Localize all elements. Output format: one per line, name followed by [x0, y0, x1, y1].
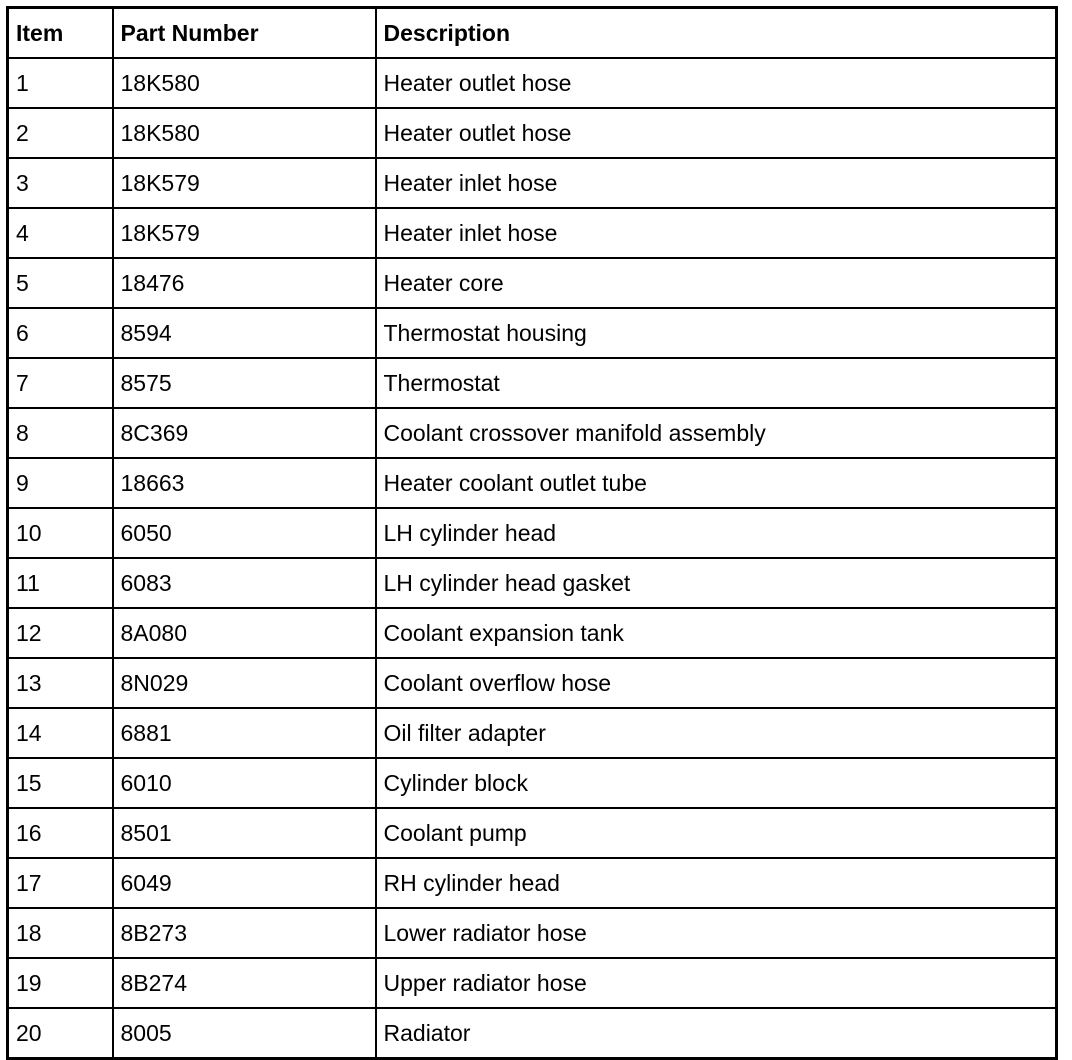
- cell-description: Cylinder block: [376, 758, 1057, 808]
- table-row: [8, 108, 1057, 158]
- cell-item: 2: [8, 108, 113, 158]
- cell-item: 15: [8, 758, 113, 808]
- cell-item: 1: [8, 58, 113, 108]
- cell-item: 11: [8, 558, 113, 608]
- table-row: [8, 608, 1057, 658]
- table-row: [8, 758, 1057, 808]
- cell-description: Radiator: [376, 1008, 1057, 1059]
- cell-description: Oil filter adapter: [376, 708, 1057, 758]
- cell-item: 3: [8, 158, 113, 208]
- cell-item: 5: [8, 258, 113, 308]
- cell-part-number: 8B274: [113, 958, 376, 1008]
- table-row: [8, 1008, 1057, 1059]
- cell-description: Heater inlet hose: [376, 208, 1057, 258]
- parts-table: [6, 6, 1058, 1060]
- table-row: [8, 958, 1057, 1008]
- header-row: [8, 8, 1057, 59]
- table-row: [8, 858, 1057, 908]
- header-description: Description: [376, 8, 1057, 59]
- cell-description: Heater coolant outlet tube: [376, 458, 1057, 508]
- cell-part-number: 18K579: [113, 158, 376, 208]
- cell-description: Heater core: [376, 258, 1057, 308]
- cell-description: Coolant expansion tank: [376, 608, 1057, 658]
- cell-item: 13: [8, 658, 113, 708]
- header-item: Item: [8, 8, 113, 59]
- cell-part-number: 18K580: [113, 108, 376, 158]
- cell-item: 18: [8, 908, 113, 958]
- cell-item: 19: [8, 958, 113, 1008]
- cell-part-number: 18K580: [113, 58, 376, 108]
- table-row: [8, 658, 1057, 708]
- cell-part-number: 8N029: [113, 658, 376, 708]
- table-row: [8, 408, 1057, 458]
- cell-description: Heater outlet hose: [376, 108, 1057, 158]
- cell-description: Coolant crossover manifold assembly: [376, 408, 1057, 458]
- cell-item: 9: [8, 458, 113, 508]
- cell-part-number: 18476: [113, 258, 376, 308]
- table-row: [8, 58, 1057, 108]
- table-row: [8, 258, 1057, 308]
- cell-item: 4: [8, 208, 113, 258]
- cell-description: Heater outlet hose: [376, 58, 1057, 108]
- cell-item: 8: [8, 408, 113, 458]
- cell-item: 16: [8, 808, 113, 858]
- table-body: [8, 58, 1057, 1059]
- table-row: [8, 358, 1057, 408]
- cell-item: 6: [8, 308, 113, 358]
- cell-part-number: 6010: [113, 758, 376, 808]
- cell-part-number: 8A080: [113, 608, 376, 658]
- table-row: [8, 208, 1057, 258]
- cell-description: Thermostat: [376, 358, 1057, 408]
- cell-part-number: 6050: [113, 508, 376, 558]
- cell-item: 7: [8, 358, 113, 408]
- cell-description: LH cylinder head: [376, 508, 1057, 558]
- cell-part-number: 8594: [113, 308, 376, 358]
- cell-item: 17: [8, 858, 113, 908]
- table-row: [8, 908, 1057, 958]
- cell-part-number: 6049: [113, 858, 376, 908]
- cell-description: Thermostat housing: [376, 308, 1057, 358]
- cell-part-number: 18K579: [113, 208, 376, 258]
- cell-item: 20: [8, 1008, 113, 1059]
- table-row: [8, 808, 1057, 858]
- cell-description: RH cylinder head: [376, 858, 1057, 908]
- table-row: [8, 508, 1057, 558]
- table-row: [8, 308, 1057, 358]
- cell-description: Heater inlet hose: [376, 158, 1057, 208]
- cell-part-number: 8B273: [113, 908, 376, 958]
- table-row: [8, 458, 1057, 508]
- cell-part-number: 6083: [113, 558, 376, 608]
- cell-description: Coolant overflow hose: [376, 658, 1057, 708]
- cell-item: 12: [8, 608, 113, 658]
- cell-item: 10: [8, 508, 113, 558]
- cell-part-number: 8005: [113, 1008, 376, 1059]
- cell-item: 14: [8, 708, 113, 758]
- cell-part-number: 8501: [113, 808, 376, 858]
- cell-description: Lower radiator hose: [376, 908, 1057, 958]
- cell-description: Coolant pump: [376, 808, 1057, 858]
- cell-part-number: 6881: [113, 708, 376, 758]
- cell-part-number: 8575: [113, 358, 376, 408]
- table-row: [8, 708, 1057, 758]
- cell-description: Upper radiator hose: [376, 958, 1057, 1008]
- table-row: [8, 558, 1057, 608]
- table-row: [8, 158, 1057, 208]
- header-part-number: Part Number: [113, 8, 376, 59]
- cell-part-number: 8C369: [113, 408, 376, 458]
- cell-part-number: 18663: [113, 458, 376, 508]
- cell-description: LH cylinder head gasket: [376, 558, 1057, 608]
- table-header: [8, 8, 1057, 59]
